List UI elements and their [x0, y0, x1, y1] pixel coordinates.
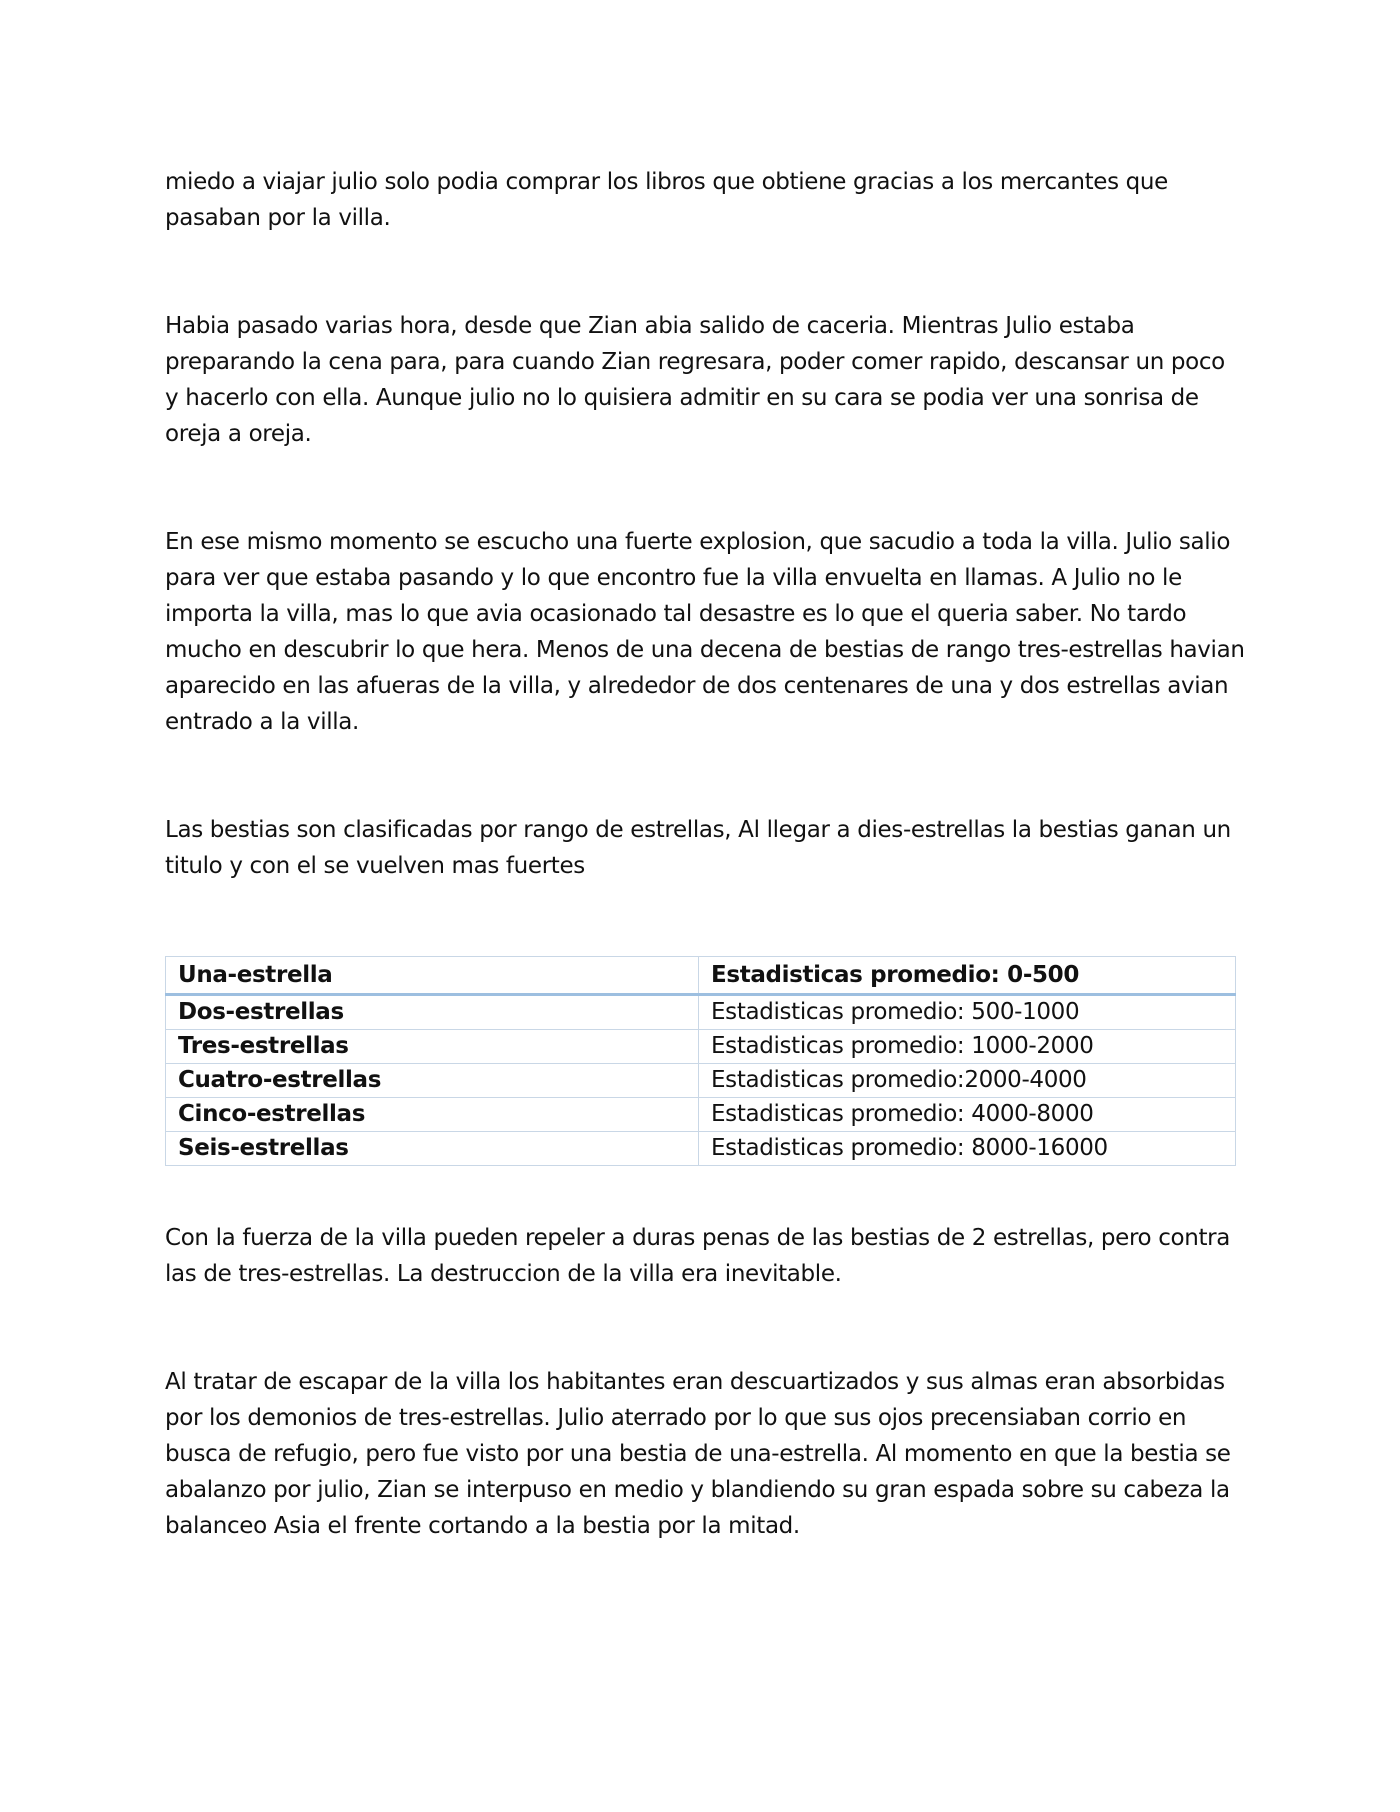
rank-stats-table	[165, 956, 1236, 1166]
table-row	[166, 1098, 1236, 1132]
paragraph-1: miedo a viajar julio solo podia comprar los libros que obtiene gracias a los mercantes que pasaban por la villa.	[165, 169, 1168, 231]
paragraph-5: Con la fuerza de la villa pueden repeler a duras penas de las bestias de 2 estrellas, pero contra las de tres-estrellas. La destruccion de la villa era inevitable.	[165, 1225, 1230, 1287]
table-row	[166, 1132, 1236, 1166]
stats-cell: Estadisticas promedio: 0-500	[699, 957, 1236, 995]
table-row	[166, 1064, 1236, 1098]
rank-cell: Tres-estrellas	[166, 1030, 699, 1064]
document-body	[165, 164, 1245, 1544]
rank-cell: Cuatro-estrellas	[166, 1064, 699, 1098]
stats-cell: Estadisticas promedio: 8000-16000	[699, 1132, 1236, 1166]
table-row	[166, 995, 1236, 1030]
rank-table-wrapper	[165, 956, 1245, 1166]
rank-cell: Dos-estrellas	[166, 995, 699, 1030]
paragraph-6: Al tratar de escapar de la villa los habitantes eran descuartizados y sus almas eran absorbidas por los demonios de tres-estrellas. Julio aterrado por lo que sus ojos precensiaban corrio en busca de refugio, pero fue visto por una bestia de una-estrella. Al momento en que la bestia se abalanzo por julio, Zian se interpuso en medio y blandiendo su gran espada sobre su cabeza la balanceo Asia el frente cortando a la bestia por la mitad.	[165, 1369, 1231, 1539]
rank-cell: Una-estrella	[166, 957, 699, 995]
stats-cell: Estadisticas promedio: 4000-8000	[699, 1098, 1236, 1132]
paragraph-3: En ese mismo momento se escucho una fuerte explosion, que sacudio a toda la villa. Julio salio para ver que estaba pasando y lo que encontro fue la villa envuelta en llamas. A Julio no le importa la villa, mas lo que avia ocasionado tal desastre es lo que el queria saber. No tardo mucho en descubrir lo que hera. Menos de una decena de bestias de rango tres-estrellas havian aparecido en las afueras de la villa, y alrededor de dos centenares de una y dos estrellas avian entrado a la villa.	[165, 529, 1245, 735]
stats-cell: Estadisticas promedio: 500-1000	[699, 995, 1236, 1030]
stats-cell: Estadisticas promedio: 1000-2000	[699, 1030, 1236, 1064]
rank-cell: Seis-estrellas	[166, 1132, 699, 1166]
paragraph-2: Habia pasado varias hora, desde que Zian abia salido de caceria. Mientras Julio estaba preparando la cena para, para cuando Zian regresara, poder comer rapido, descansar un poco y hacerlo con ella. Aunque julio no lo quisiera admitir en su cara se podia ver una sonrisa de oreja a oreja.	[165, 313, 1225, 447]
paragraph-4: Las bestias son clasificadas por rango de estrellas, Al llegar a dies-estrellas la bestias ganan un titulo y con el se vuelven mas fuertes	[165, 817, 1231, 879]
table-row	[166, 957, 1236, 995]
stats-cell: Estadisticas promedio:2000-4000	[699, 1064, 1236, 1098]
rank-cell: Cinco-estrellas	[166, 1098, 699, 1132]
table-row	[166, 1030, 1236, 1064]
